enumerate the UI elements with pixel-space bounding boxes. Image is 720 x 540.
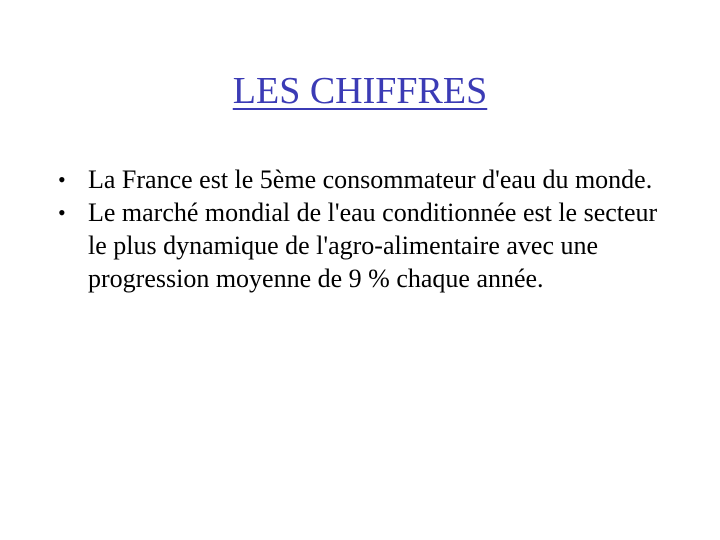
bullet-item <box>58 196 678 295</box>
bullet-icon: • <box>58 200 66 225</box>
bullet-list <box>58 163 678 295</box>
bullet-text: Le marché mondial de l'eau conditionnée est le secteur le plus dynamique de l'agro-alimentaire avec une progression moyenne de 9 % chaque année. <box>88 198 658 293</box>
bullet-icon: • <box>58 167 66 192</box>
bullet-text: La France est le 5ème consommateur d'eau du monde. <box>88 165 653 194</box>
slide-title: LES CHIFFRES <box>232 70 488 112</box>
bullet-item <box>58 163 678 196</box>
